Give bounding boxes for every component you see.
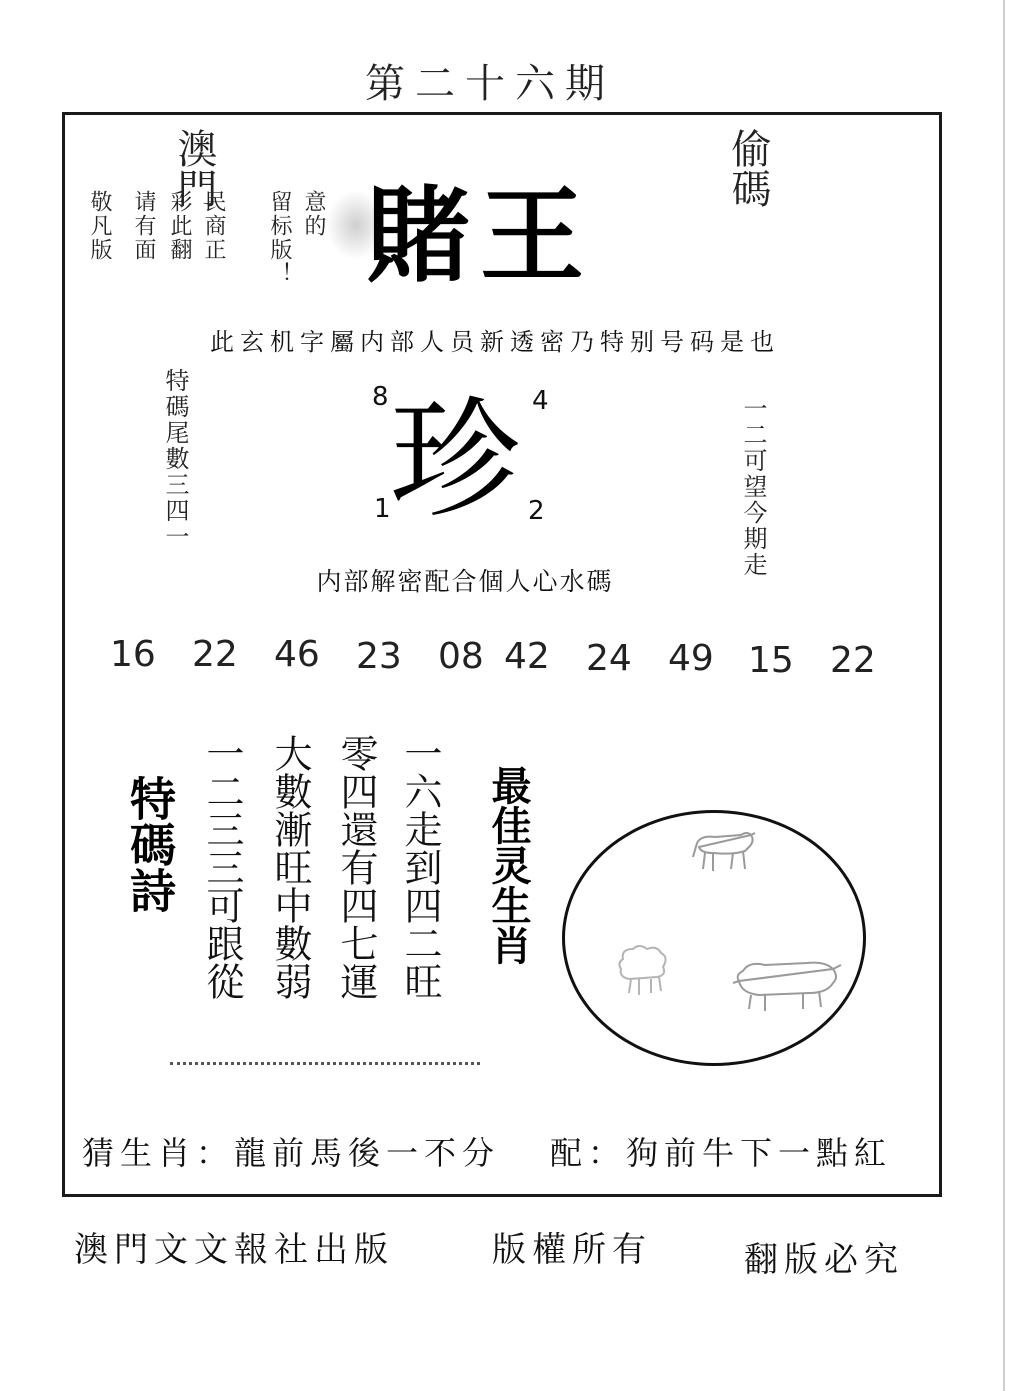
copyright-notice: 版權所有 <box>492 1230 652 1270</box>
macau-label: 澳門 <box>171 128 217 208</box>
corner-number-bottom-left: 1 <box>374 494 391 524</box>
number-item: 46 <box>274 634 320 675</box>
number-item: 22 <box>830 640 876 681</box>
number-item: 42 <box>504 636 550 677</box>
scan-edge <box>1003 0 1005 1391</box>
page-title: 賭王 <box>365 175 594 297</box>
number-item: 49 <box>668 638 714 679</box>
poem-line: 大數漸旺中數弱 <box>268 734 312 1000</box>
tail-number-hint: 特碼尾數三四一 <box>161 368 189 550</box>
forecast-hint: 一二可望今期走 <box>739 396 767 578</box>
ox-icon <box>689 821 761 881</box>
notice-column: 敬凡版 <box>87 190 112 262</box>
corner-number-top-left: 8 <box>372 382 389 412</box>
secret-code-label: 偷碼 <box>725 128 771 208</box>
best-zodiac-heading: 最佳灵生肖 <box>485 765 531 965</box>
notice-column: 民商正 <box>201 190 226 262</box>
notice-column: 意的 <box>301 190 326 238</box>
number-item: 23 <box>356 636 402 677</box>
notice-column: 请有面 <box>131 190 156 262</box>
piracy-warning: 翻版必究 <box>744 1240 904 1280</box>
number-item: 24 <box>586 638 632 679</box>
number-row <box>98 630 898 690</box>
number-item: 16 <box>110 634 156 675</box>
corner-number-bottom-right: 2 <box>528 496 545 526</box>
poem-line: 一六走到四二旺 <box>398 734 442 1000</box>
publisher-credit: 澳門文文報社出版 <box>74 1230 394 1270</box>
dotted-divider <box>170 1062 480 1065</box>
pair-zodiac-clue: 配：狗前牛下一點紅 <box>550 1134 893 1172</box>
tagline: 此玄机字屬内部人员新透密乃特别号码是也 <box>210 328 780 356</box>
sheep-icon <box>613 939 677 999</box>
number-item: 15 <box>748 640 794 681</box>
pig-icon <box>729 953 845 1017</box>
notice-column: 彩此翻 <box>167 190 192 262</box>
poem-line: 零四還有四七運 <box>334 734 378 1000</box>
corner-number-top-right: 4 <box>532 386 549 416</box>
zodiac-oval <box>562 810 866 1066</box>
poem-title: 特碼詩 <box>123 775 177 913</box>
guess-zodiac-clue: 猜生肖：龍前馬後一不分 <box>82 1134 501 1172</box>
number-item: 08 <box>438 636 484 677</box>
notice-block <box>82 190 326 300</box>
riddle-character: 珍 <box>389 384 520 536</box>
number-item: 22 <box>192 634 238 675</box>
poem-line: 一二三三可跟從 <box>200 734 244 1000</box>
subtitle: 内部解密配合個人心水碼 <box>316 567 614 596</box>
notice-column: 留标版！ <box>267 190 292 286</box>
issue-number: 第二十六期 <box>365 61 615 107</box>
